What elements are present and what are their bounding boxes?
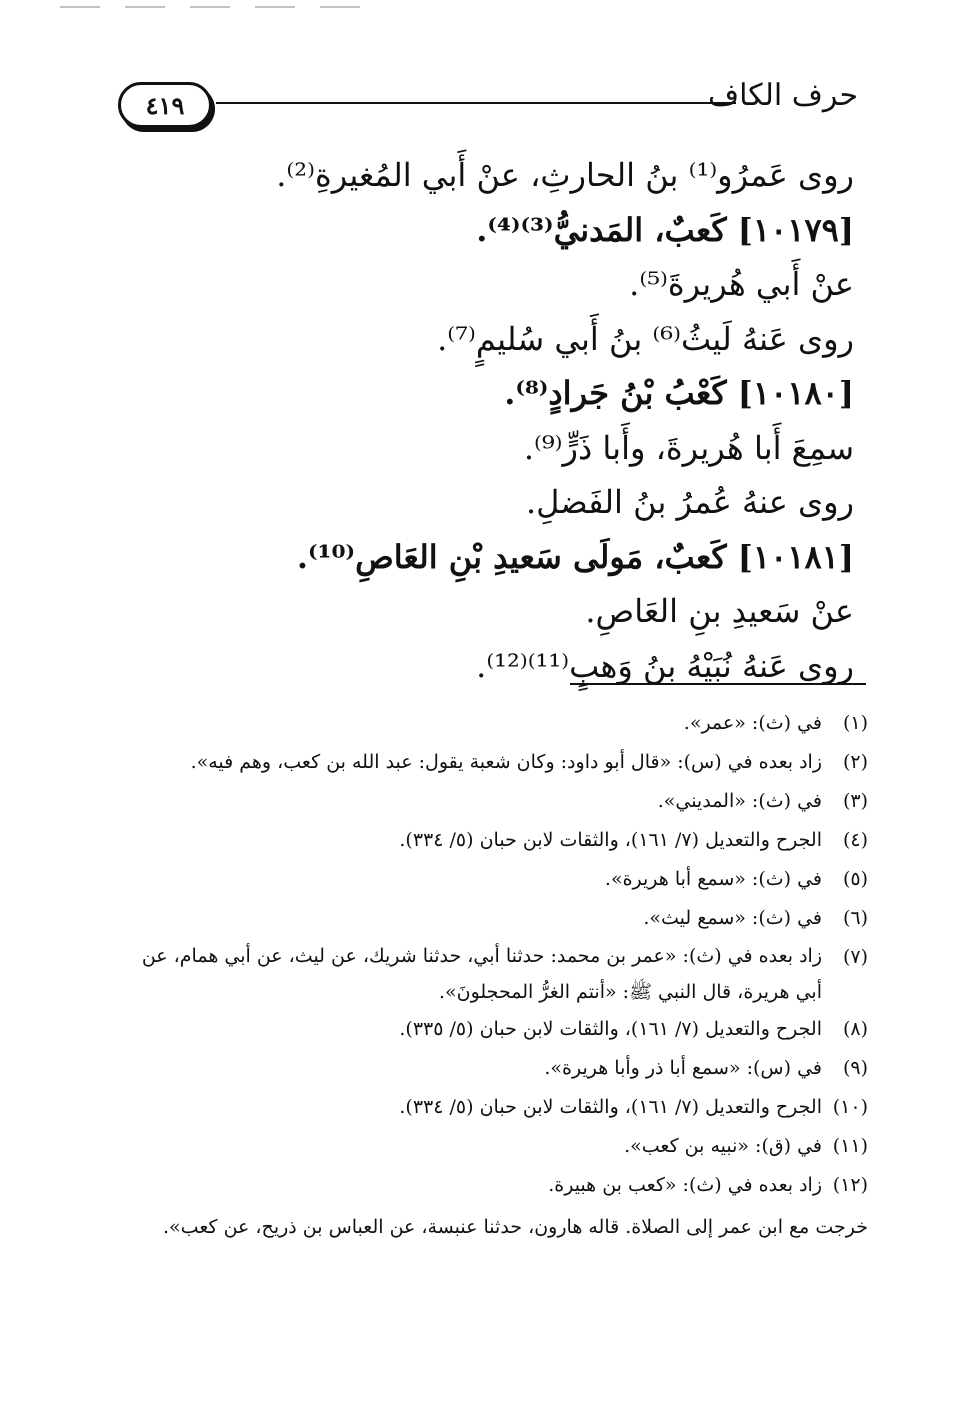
- footnote-text: في (ث): «المديني».: [657, 790, 822, 812]
- running-header: [118, 78, 858, 132]
- footnote-text: زاد بعده في (س): «قال أبو داود: وكان شعبة يقول: عبد الله بن كعب، وهم فيه».: [190, 751, 822, 773]
- main-text: [154, 148, 854, 693]
- footnote: [128, 860, 868, 899]
- footnote-text: في (ث): «سمع أبا هريرة».: [604, 868, 822, 890]
- header-rule: [216, 102, 736, 104]
- footnotes: [128, 704, 868, 1245]
- footnote: [128, 821, 868, 860]
- footnote: [128, 899, 868, 938]
- entry-heading: [١٠١٧٩] كَعبٌ، المَدنيُّ⁽³⁾⁽⁴⁾.: [476, 210, 854, 249]
- footnote-text: في (ق): «نبيه بن كعب».: [624, 1135, 822, 1157]
- footnote-number: (٩): [842, 1057, 868, 1079]
- footnote: [128, 1049, 868, 1088]
- footnote-text: في (ث): «سمع ليث».: [643, 907, 822, 929]
- footnote-text: في (س): «سمع أبا ذر وأبا هريرة».: [544, 1057, 822, 1079]
- footnote-number: (١١): [832, 1135, 868, 1157]
- scan-edge-marks: [60, 6, 380, 8]
- footnote: [128, 782, 868, 821]
- footnote-number: (٨): [842, 1018, 868, 1040]
- chapter-title: حرف الكاف: [707, 78, 858, 113]
- footnote-text: الجرح والتعديل (٧/ ١٦١)، والثقات لابن حبان (٥/ ٣٣٥).: [399, 1018, 822, 1040]
- footnote-text: الجرح والتعديل (٧/ ١٦١)، والثقات لابن حبان (٥/ ٣٣٤).: [399, 1096, 822, 1118]
- footnote-number: (٣): [842, 790, 868, 812]
- text-line: عنْ أَبي هُريرةَ⁽⁵⁾.: [629, 265, 854, 303]
- footnote-number: (٦): [842, 907, 868, 929]
- entry-heading: [١٠١٨٠] كَعْبُ بْنُ جَرادٍ⁽⁸⁾.: [504, 374, 854, 412]
- footnote-number: (١٢): [832, 1174, 868, 1196]
- text-line: روى عَنهُ نُبَيْهُ بنُ وَهبٍ⁽¹¹⁾⁽¹²⁾.: [476, 646, 854, 685]
- entry-heading: [١٠١٨١] كَعبٌ، مَولَى سَعيدِ بْنِ العَاصِ⁽¹⁰⁾.: [296, 537, 854, 576]
- footnote-text: في (ث): «عمر».: [683, 712, 822, 734]
- footnote-continuation: خرجت مع ابن عمر إلى الصلاة. قاله هارون، حدثنا عنبسة، عن العباس بن ذريح، عن كعب».: [163, 1216, 868, 1238]
- text-line: عنْ سَعيدِ بنِ العَاصِ.: [585, 592, 854, 630]
- footnote-text: زاد بعده في (ث): «عمر بن محمد: حدثنا أبي، حدثنا شريك، عن ليث، عن أبي همام، عن أبي هريرة، قال النبي ﷺ: «أنتم الغرُّ المحجلونَ».: [141, 945, 822, 1003]
- footnote: [128, 1127, 868, 1166]
- footnote: [128, 1010, 868, 1049]
- footnote-number: (٤): [842, 829, 868, 851]
- footnote-number: (٥): [842, 868, 868, 890]
- footnote: [128, 743, 868, 782]
- text-line: روى عَمرُو⁽¹⁾ بنُ الحارثِ، عنْ أَبي المُغيرةِ⁽²⁾.: [276, 156, 854, 194]
- text-line: سمِعَ أَبا هُريرةَ، وأَبا ذَرٍّ⁽⁹⁾.: [523, 428, 854, 467]
- text-line: روى عَنهُ لَيثُ⁽⁶⁾ بنُ أَبي سُليمٍ⁽⁷⁾.: [437, 319, 854, 358]
- footnote-text: الجرح والتعديل (٧/ ١٦١)، والثقات لابن حبان (٥/ ٣٣٤).: [399, 829, 822, 851]
- footnote-separator: [570, 683, 866, 685]
- footnote: [128, 1088, 868, 1127]
- footnote: [128, 1166, 868, 1205]
- footnote-number: (٢): [842, 751, 868, 773]
- footnote-text: زاد بعده في (ث): «كعب بن هبيرة.: [548, 1174, 822, 1196]
- footnote-number: (١٠): [832, 1096, 868, 1118]
- footnote: [128, 938, 868, 1010]
- footnote-number: (١): [842, 712, 868, 734]
- footnote-number: (٧): [842, 946, 868, 968]
- footnote: [128, 704, 868, 743]
- page-number-badge: ٤١٩: [118, 82, 212, 128]
- text-line: روى عنهُ عُمرُ بنُ الفَضلِ.: [525, 483, 854, 521]
